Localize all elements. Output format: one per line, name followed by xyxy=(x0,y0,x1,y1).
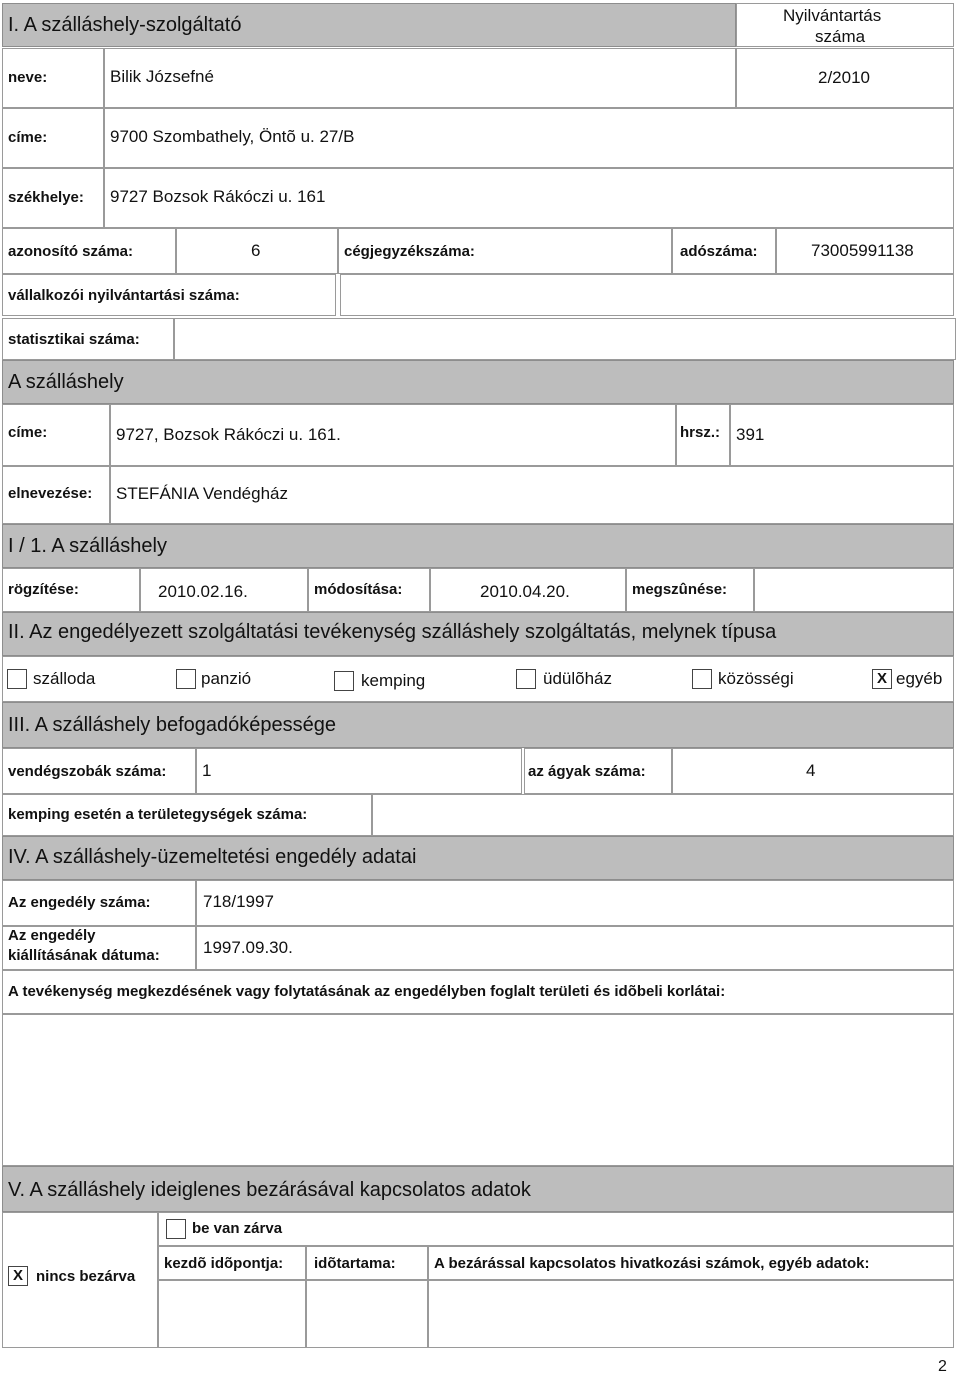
tax-value: 73005991138 xyxy=(811,241,914,260)
address-label: címe: xyxy=(8,129,48,146)
permit-date-label-line1: Az engedély xyxy=(8,927,96,944)
entrepreneur-label: vállalkozói nyilvántartási száma: xyxy=(8,287,240,304)
stat-label: statisztikai száma: xyxy=(8,331,140,348)
closure-start-value-cell xyxy=(158,1280,306,1348)
camping-label: kemping esetén a területegységek száma: xyxy=(8,806,308,823)
closure-duration-label: idõtartama: xyxy=(314,1255,396,1272)
ended-value-cell xyxy=(754,568,954,612)
type-checkbox-egyeb[interactable]: X xyxy=(872,669,892,689)
modified-label: módosítása: xyxy=(314,581,403,598)
closure-refs-label: A bezárással kapcsolatos hivatkozási számok, egyéb adatok: xyxy=(434,1255,870,1272)
company-reg-label: cégjegyzékszáma: xyxy=(344,243,475,260)
ended-label: megszûnése: xyxy=(632,581,728,598)
tax-label: adószáma: xyxy=(680,243,758,260)
type-label-kemping: kemping xyxy=(361,671,426,690)
registration-header-line2: száma xyxy=(815,27,866,46)
type-checkbox-kemping[interactable] xyxy=(334,671,354,691)
type-checkbox-panzio[interactable] xyxy=(176,669,196,689)
not-closed-label: nincs bezárva xyxy=(36,1268,136,1285)
rooms-value: 1 xyxy=(202,761,212,780)
entrepreneur-value-cell xyxy=(340,274,954,316)
permit-no-label: Az engedély száma: xyxy=(8,894,151,911)
stat-value-cell xyxy=(174,318,956,360)
restrictions-value-cell xyxy=(2,1014,954,1166)
closure-duration-value-cell xyxy=(306,1280,428,1348)
permit-no-value-cell xyxy=(196,880,954,926)
type-checkbox-szalloda[interactable] xyxy=(7,669,27,689)
acc-name-value: STEFÁNIA Vendégház xyxy=(116,484,288,503)
type-checkbox-udulohaz[interactable] xyxy=(516,669,536,689)
registration-number-value: 2/2010 xyxy=(818,68,870,87)
recorded-label: rögzítése: xyxy=(8,581,79,598)
type-label-panzio: panzió xyxy=(201,669,252,688)
rooms-label: vendégszobák száma: xyxy=(8,763,167,780)
section-2-title: II. Az engedélyezett szolgáltatási tevékenység szálláshely szolgáltatás, melynek típusa xyxy=(8,621,777,643)
page-number: 2 xyxy=(938,1358,947,1375)
rooms-value-cell xyxy=(196,748,522,794)
seat-value: 9727 Bozsok Rákóczi u. 161 xyxy=(110,187,326,206)
id-value: 6 xyxy=(251,241,261,260)
section-1-title: I. A szálláshely-szolgáltató xyxy=(8,14,242,36)
section-5-title: V. A szálláshely ideiglenes bezárásával kapcsolatos adatok xyxy=(8,1179,531,1201)
name-label: neve: xyxy=(8,69,48,86)
section-4-title: IV. A szálláshely-üzemeltetési engedély adatai xyxy=(8,846,417,868)
permit-no-value: 718/1997 xyxy=(203,892,274,911)
modified-value: 2010.04.20. xyxy=(480,582,570,601)
section-1-1-title: I / 1. A szálláshely xyxy=(8,535,167,557)
closure-start-label: kezdõ idõpontja: xyxy=(164,1255,284,1272)
accommodation-header xyxy=(2,360,954,404)
permit-date-value-cell xyxy=(196,926,954,970)
camping-value-cell xyxy=(372,794,954,836)
accommodation-title: A szálláshely xyxy=(8,371,124,393)
closed-label: be van zárva xyxy=(192,1220,283,1237)
acc-name-label: elnevezése: xyxy=(8,485,93,502)
address-value: 9700 Szombathely, Öntõ u. 27/B xyxy=(110,127,355,146)
beds-label: az ágyak száma: xyxy=(528,763,646,780)
closed-checkbox[interactable] xyxy=(166,1219,186,1239)
id-label: azonosító száma: xyxy=(8,243,134,260)
acc-address-value: 9727, Bozsok Rákóczi u. 161. xyxy=(116,425,341,444)
beds-value: 4 xyxy=(806,761,816,780)
not-closed-checkbox[interactable]: X xyxy=(8,1266,28,1286)
hrsz-label: hrsz.: xyxy=(680,424,721,441)
permit-date-label-line2: kiállításának dátuma: xyxy=(8,947,160,964)
type-label-szalloda: szálloda xyxy=(33,669,96,688)
closure-refs-value-cell xyxy=(428,1280,954,1348)
seat-label: székhelye: xyxy=(8,189,84,206)
registration-header-line1: Nyilvántartás xyxy=(783,6,882,25)
recorded-value: 2010.02.16. xyxy=(158,582,248,601)
section-3-title: III. A szálláshely befogadóképessége xyxy=(8,714,337,736)
restrictions-label: A tevékenység megkezdésének vagy folytatásának az engedélyben foglalt területi és idõbeli korlátai: xyxy=(8,983,726,1000)
type-label-kozossegi: közösségi xyxy=(718,669,794,688)
type-label-udulohaz: üdülõház xyxy=(543,669,613,688)
hrsz-value: 391 xyxy=(736,425,765,444)
acc-address-label: címe: xyxy=(8,424,48,441)
name-value: Bilik Józsefné xyxy=(110,67,214,86)
type-checkbox-kozossegi[interactable] xyxy=(692,669,712,689)
type-label-egyeb: egyéb xyxy=(896,669,943,688)
permit-date-value: 1997.09.30. xyxy=(203,938,293,957)
type-row xyxy=(2,656,954,702)
